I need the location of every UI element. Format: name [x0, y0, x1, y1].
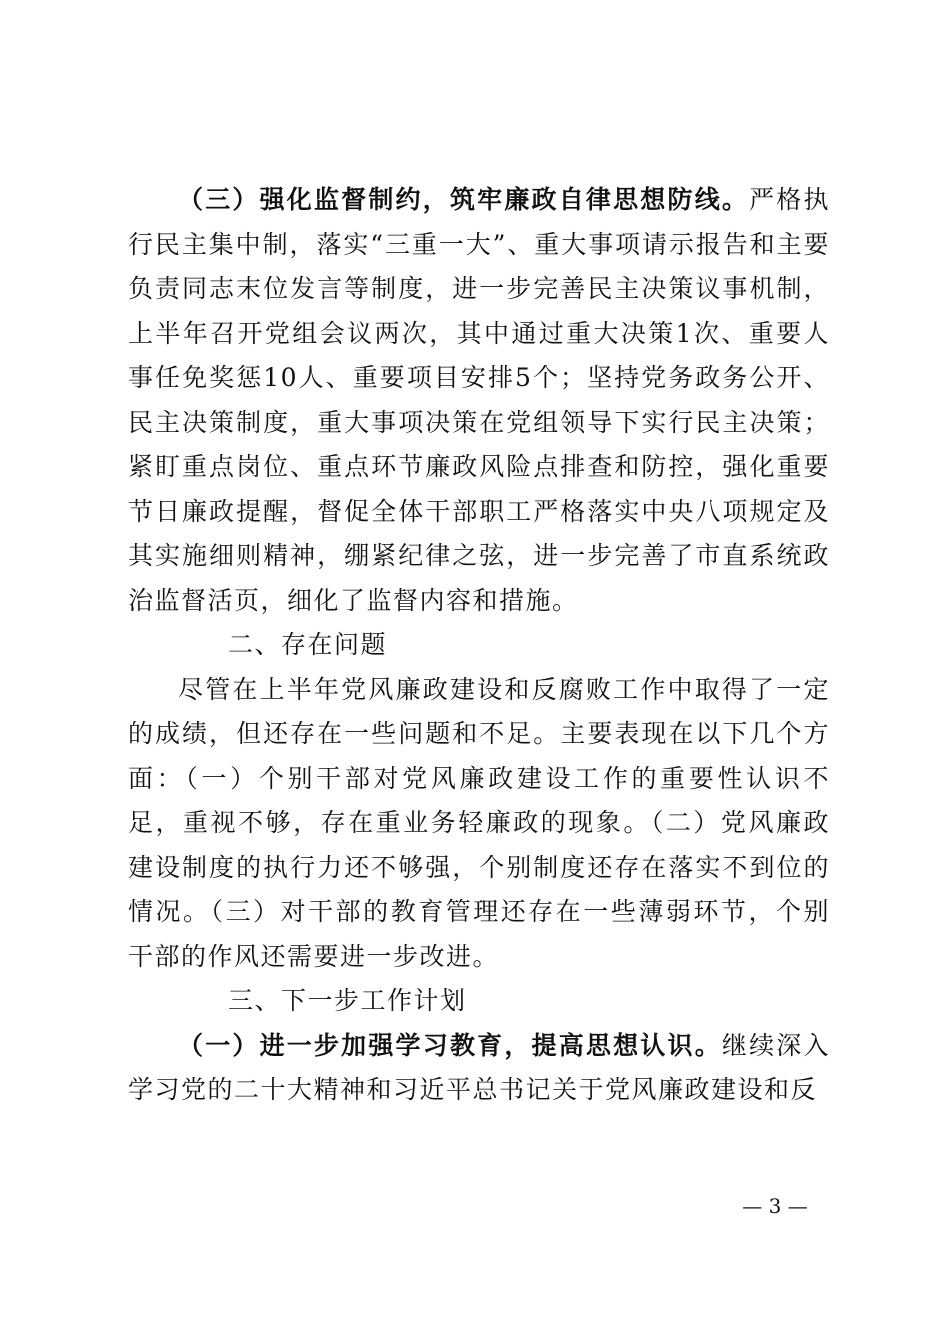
page-number: — 3 — [742, 1194, 808, 1218]
document-body [128, 178, 830, 1113]
paragraph-supervision-lead: （三）强化监督制约，筑牢廉政自律思想防线。 [178, 185, 750, 214]
section-heading-next-plan: 三、下一步工作计划 [228, 986, 467, 1015]
paragraph-study-education-lead: （一）进一步加强学习教育，提高思想认识。 [178, 1030, 722, 1060]
paragraph-problems: 尽管在上半年党风廉政建设和反腐败工作中取得了一定的成绩，但还存在一些问题和不足。主要表现在以下几个方面：（一）个别干部对党风廉政建设工作的重要性认识不足，重视不够，存在重业务轻廉政的现象。（二）党风廉政建设制度的执行力还不够强，个别制度还存在落实不到位的情况。（三）对干部的教育管理还存在一些薄弱环节，个别干部的作风还需要进一步改进。 [128, 674, 830, 971]
paragraph-supervision-body: 严格执行民主集中制，落实“三重一大”、重大事项请示报告和主要负责同志末位发言等制度，进一步完善民主决策议事机制，上半年召开党组会议两次，其中通过重大决策1次、重要人事任免奖惩10人、重要项目安排5个；坚持党务政务公开、民主决策制度，重大事项决策在党组领导下实行民主决策；紧盯重点岗位、重点环节廉政风险点排查和防控，强化重要节日廉政提醒，督促全体干部职工严格落实中央八项规定及其实施细则精神，绷紧纪律之弦，进一步完善了市直系统政治监督活页，细化了监督内容和措施。 [128, 185, 830, 615]
paragraph-supervision [128, 178, 830, 623]
section-heading-problems: 二、存在问题 [228, 630, 388, 659]
paragraph-study-education-body: 继续深入学习党的二十大精神和习近平总书记关于党风廉政建设和反 [128, 1030, 830, 1104]
paragraph-study-education [128, 1024, 830, 1113]
